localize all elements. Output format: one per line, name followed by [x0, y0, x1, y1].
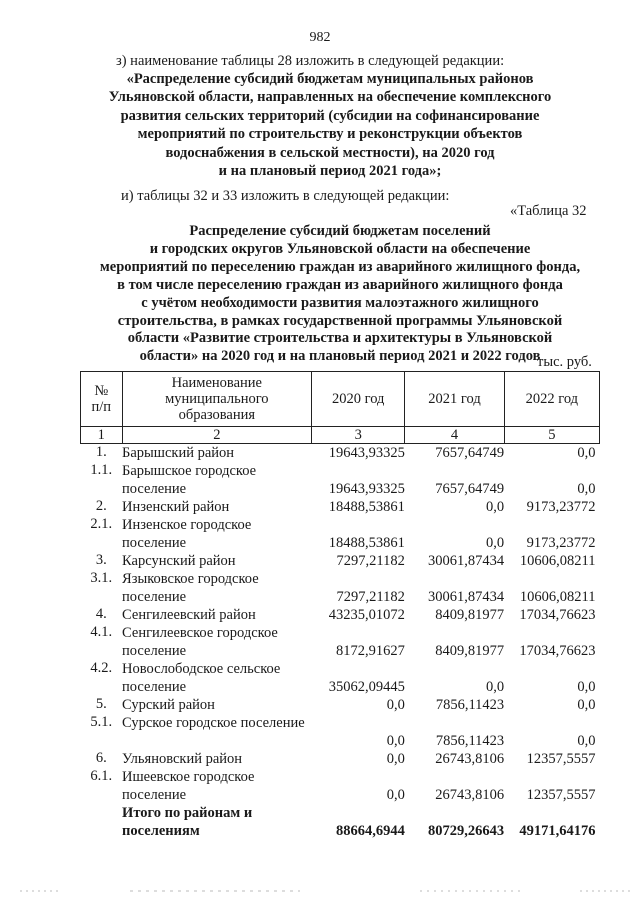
header-name-line: образования: [178, 407, 256, 423]
value-2020: 7297,21182: [336, 589, 405, 605]
value-2022: 10606,08211: [519, 589, 596, 605]
header-2020: 2020 год: [312, 372, 405, 427]
table28-title-line: водоснабжения в сельской местности), на 2020 год: [165, 144, 495, 161]
unit-label: тыс. руб.: [537, 354, 592, 370]
row-number: 6.: [95, 750, 107, 766]
value-2020: 19643,93325: [328, 445, 405, 461]
row-number: 5.1.: [90, 714, 113, 730]
row-number: 4.2.: [90, 660, 113, 676]
table-row: [81, 552, 600, 570]
header-name: [122, 372, 312, 427]
paragraph-z: з) наименование таблицы 28 изложить в следующей редакции:: [116, 53, 505, 69]
row-name: Инзенский район: [122, 499, 230, 515]
subsidy-table: [80, 371, 600, 840]
table32-title-line: области «Развитие строительства и архитектуры в Ульяновской: [127, 330, 553, 347]
value-2021: 0,0: [486, 679, 505, 695]
row-number: 4.1.: [90, 624, 113, 640]
total-name: Итого по районам и поселениям: [122, 805, 253, 839]
row-number: 1.: [95, 444, 107, 460]
header-name-line: Наименование: [171, 375, 262, 391]
header-number-line: п/п: [91, 399, 112, 415]
value-2022: 0,0: [577, 697, 596, 713]
value-2022: 0,0: [577, 733, 596, 749]
value-2021: 7856,11423: [435, 697, 505, 713]
row-name: Ишеевское городское поселение: [122, 769, 255, 803]
header-number-line: №: [94, 383, 109, 399]
column-number: 2: [122, 427, 312, 444]
row-number: 4.: [95, 606, 107, 622]
table-row: [81, 750, 600, 768]
table-row: [81, 714, 600, 750]
header-2022: 2022 год: [504, 372, 599, 427]
row-number: 2.1.: [90, 516, 113, 532]
page-number: 982: [309, 30, 331, 45]
value-2021: 0,0: [486, 499, 505, 515]
table-row: [81, 570, 600, 606]
total-row: [81, 804, 600, 840]
value-2022: 12357,5557: [526, 787, 596, 803]
total-2020: 88664,6944: [335, 823, 405, 839]
table-row: [81, 498, 600, 516]
row-number: 3.: [95, 552, 107, 568]
table32-title-line: строительства, в рамках государственной программы Ульяновской: [117, 312, 563, 329]
value-2021: 8409,81977: [435, 643, 505, 659]
table-row: [81, 606, 600, 624]
row-number: 2.: [95, 498, 107, 514]
value-2020: 18488,53861: [328, 535, 405, 551]
value-2020: 0,0: [386, 751, 405, 767]
header-name-line: муниципального: [165, 391, 269, 407]
value-2022: 0,0: [577, 445, 596, 461]
value-2022: 17034,76623: [519, 643, 596, 659]
value-2021: 7657,64749: [435, 445, 505, 461]
value-2022: 12357,5557: [526, 751, 596, 767]
column-number-row: [81, 427, 600, 444]
table32-title-line: в том числе переселению граждан из аварийного жилищного фонда: [117, 276, 563, 293]
row-name: Языковское городское поселение: [122, 571, 259, 605]
value-2022: 10606,08211: [519, 553, 596, 569]
column-number: 3: [312, 427, 405, 444]
row-name: Сурский район: [122, 697, 215, 713]
table-row: [81, 444, 600, 463]
value-2022: 0,0: [577, 679, 596, 695]
scan-artifact: [0, 888, 640, 894]
paragraph-i: и) таблицы 32 и 33 изложить в следующей редакции:: [121, 188, 450, 204]
value-2022: 0,0: [577, 481, 596, 497]
value-2020: 0,0: [386, 697, 405, 713]
value-2020: 35062,09445: [328, 679, 405, 695]
column-number: 5: [504, 427, 599, 444]
value-2020: 7297,21182: [336, 553, 405, 569]
row-number: 3.1.: [90, 570, 113, 586]
value-2022: 17034,76623: [519, 607, 596, 623]
row-number: 1.1.: [90, 462, 113, 478]
value-2020: 18488,53861: [328, 499, 405, 515]
row-name: Барышское городское поселение: [122, 463, 257, 497]
table32-title-line: Распределение субсидий бюджетам поселений: [189, 223, 491, 239]
value-2020: 19643,93325: [328, 481, 405, 497]
value-2020: 0,0: [386, 787, 405, 803]
value-2021: 30061,87434: [428, 553, 505, 569]
row-name: Новослободское сельское поселение: [122, 661, 281, 695]
table-header-row: [81, 372, 600, 427]
table28-title-line: «Распределение субсидий бюджетам муниципальных районов: [126, 71, 534, 87]
header-2021: 2021 год: [405, 372, 504, 427]
table28-title-line: мероприятий по строительству и реконструкции объектов: [137, 126, 523, 143]
value-2021: 26743,8106: [435, 751, 505, 767]
total-2022: 49171,64176: [519, 823, 596, 839]
table-label: «Таблица 32: [510, 203, 587, 219]
value-2020: 8172,91627: [335, 643, 405, 659]
table-row: [81, 462, 600, 498]
value-2022: 9173,23772: [526, 499, 596, 515]
value-2020: 0,0: [386, 733, 405, 749]
total-number: [81, 804, 123, 840]
value-2021: 0,0: [486, 535, 505, 551]
table-row: [81, 768, 600, 804]
table-row: [81, 660, 600, 696]
table32-title-line: с учётом необходимости развития малоэтажного жилищного: [141, 294, 539, 311]
table-row: [81, 696, 600, 714]
row-name: Сурское городское поселение: [122, 715, 305, 731]
header-number: [81, 372, 123, 427]
table-row: [81, 516, 600, 552]
row-name: Карсунский район: [122, 553, 236, 569]
value-2021: 26743,8106: [435, 787, 505, 803]
table28-title-line: Ульяновской области, направленных на обеспечение комплексного: [108, 89, 552, 106]
table28-title-line: развития сельских территорий (субсидии на софинансирование: [120, 107, 540, 124]
row-name: Ульяновский район: [122, 751, 243, 767]
table32-title-line: и городских округов Ульяновской области на обеспечение: [149, 240, 531, 257]
value-2020: 43235,01072: [328, 607, 405, 623]
total-2021: 80729,26643: [428, 823, 505, 839]
value-2021: 8409,81977: [435, 607, 505, 623]
column-number: 1: [81, 427, 123, 444]
table32-title-line: мероприятий по переселению граждан из аварийного жилищного фонда,: [99, 258, 581, 275]
value-2021: 7657,64749: [435, 481, 505, 497]
row-name: Инзенское городское поселение: [122, 517, 252, 551]
value-2022: 9173,23772: [526, 535, 596, 551]
value-2021: 7856,11423: [435, 733, 505, 749]
table-row: [81, 624, 600, 660]
row-name: Сенгилеевское городское поселение: [122, 625, 278, 659]
table32-title: [80, 223, 600, 366]
table28-title: [70, 70, 590, 180]
table28-title-line: и на плановый период 2021 года»;: [218, 163, 442, 180]
row-name: Барышский район: [122, 445, 235, 461]
value-2021: 30061,87434: [428, 589, 505, 605]
row-number: 6.1.: [90, 768, 113, 784]
row-name: Сенгилеевский район: [122, 607, 256, 623]
row-number: 5.: [95, 696, 107, 712]
column-number: 4: [405, 427, 504, 444]
table32-title-line: области» на 2020 год и на плановый период 2021 и 2022 годов: [139, 348, 541, 365]
